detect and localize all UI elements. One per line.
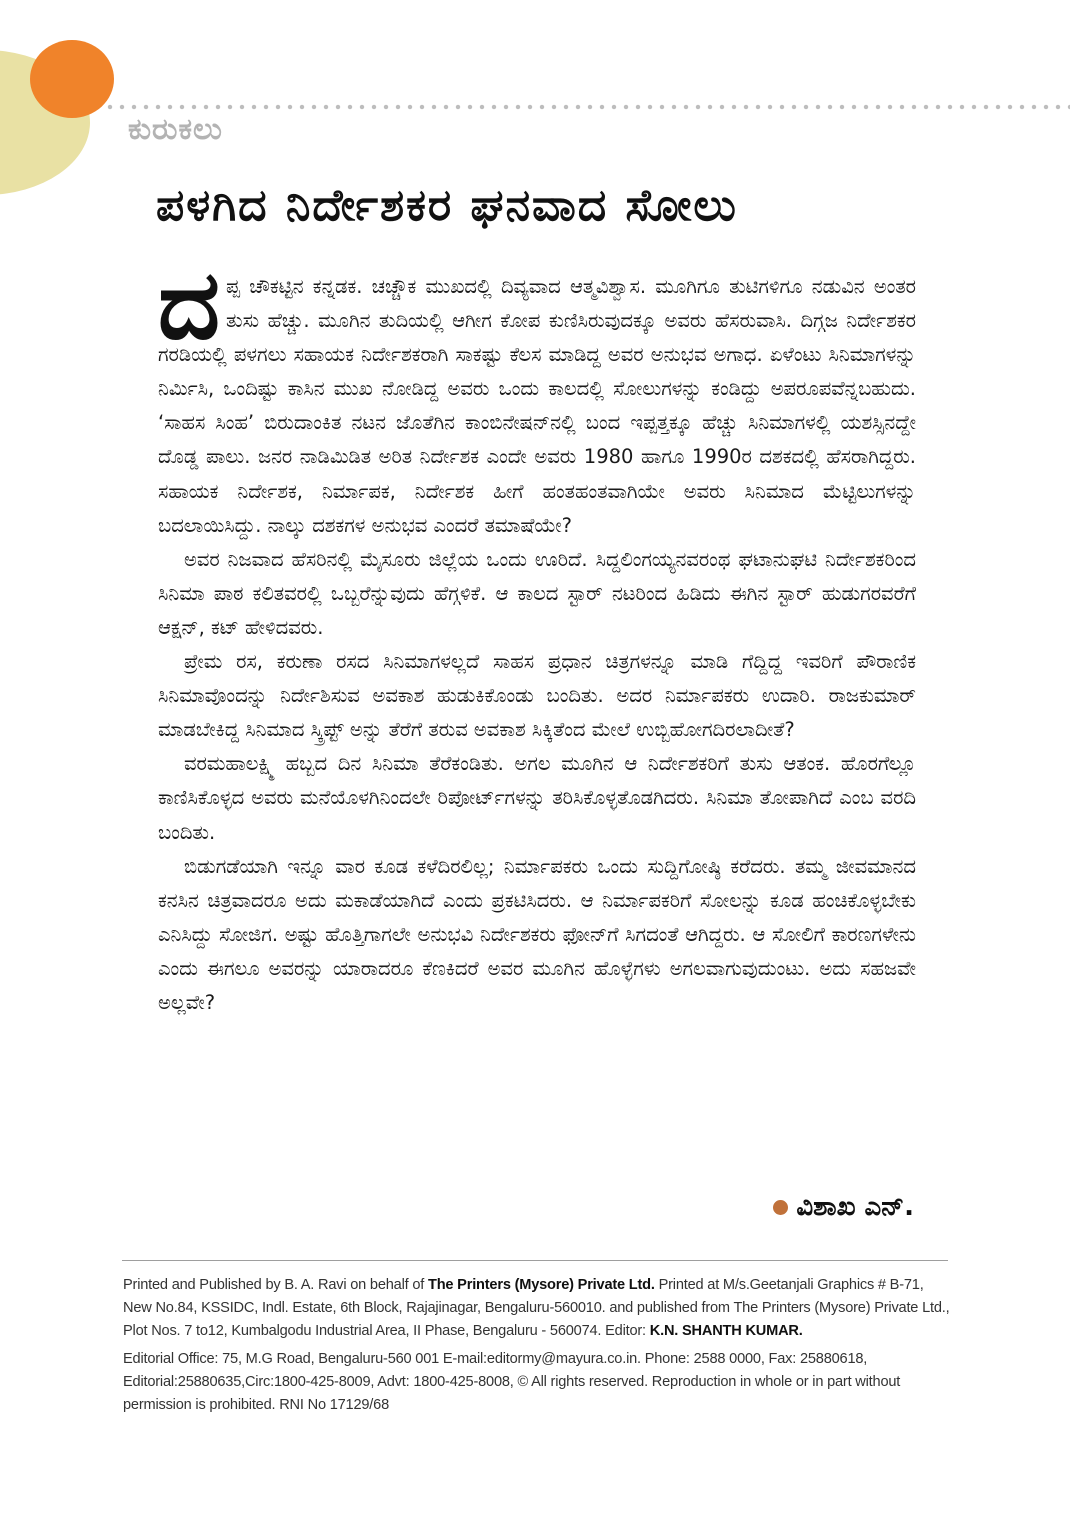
drop-cap: ದ — [158, 249, 221, 361]
article-title: ಪಳಗಿದ ನಿರ್ದೇಶಕರ ಘನವಾದ ಸೋಲು — [156, 180, 738, 231]
paragraph: ದಪ್ಪ ಚೌಕಟ್ಟಿನ ಕನ್ನಡಕ. ಚಚ್ಚೌಕ ಮುಖದಲ್ಲಿ ದಿವ್ಯವಾದ ಆತ್ಮವಿಶ್ವಾಸ. ಮೂಗಿಗೂ ತುಟಿಗಳಿಗೂ ನಡುವಿನ ಅಂತರ ತುಸು ಹೆಚ್ಚು. ಮೂಗಿನ ತುದಿಯಲ್ಲಿ ಆಗೀಗ ಕೋಪ ಕುಣಿಸಿರುವುದಕ್ಕೂ ಅವರು ಹೆಸರುವಾಸಿ. ದಿಗ್ಗಜ ನಿರ್ದೇಶಕರ ಗರಡಿಯಲ್ಲಿ ಪಳಗಲು ಸಹಾಯಕ ನಿರ್ದೇಶಕರಾಗಿ ಸಾಕಷ್ಟು ಕೆಲಸ ಮಾಡಿದ್ದ ಅವರ ಅನುಭವ ಅಗಾಧ. ಏಳೆಂಟು ಸಿನಿಮಾಗಳನ್ನು ನಿರ್ಮಿಸಿ, ಒಂದಿಷ್ಟು ಕಾಸಿನ ಮುಖ ನೋಡಿದ್ದ ಅವರು ಒಂದು ಕಾಲದಲ್ಲಿ ಸೋಲುಗಳನ್ನು ಕಂಡಿದ್ದು ಅಪರೂಪವೆನ್ನಬಹುದು. ‘ಸಾಹಸ ಸಿಂಹ’ ಬಿರುದಾಂಕಿತ ನಟನ ಜೊತೆಗಿನ ಕಾಂಬಿನೇಷನ್‌ನಲ್ಲಿ ಬಂದ ಇಪ್ಪತ್ತಕ್ಕೂ ಹೆಚ್ಚು ಸಿನಿಮಾಗಳಲ್ಲಿ ಯಶಸ್ಸಿನದ್ದೇ ದೊಡ್ಡ ಪಾಲು. ಜನರ ನಾಡಿಮಿಡಿತ ಅರಿತ ನಿರ್ದೇಶಕ ಎಂದೇ ಅವರು 1980 ಹಾಗೂ 1990ರ ದಶಕದಲ್ಲಿ ಹೆಸರಾಗಿದ್ದರು. ಸಹಾಯಕ ನಿರ್ದೇಶಕ, ನಿರ್ಮಾಪಕ, ನಿರ್ದೇಶಕ ಹೀಗೆ ಹಂತಹಂತವಾಗಿಯೇ ಅವರು ಸಿನಿಮಾದ ಮೆಟ್ಟಿಲುಗಳನ್ನು ಬದಲಾಯಿಸಿದ್ದು. ನಾಲ್ಕು ದಶಕಗಳ ಅನುಭವ ಎಂದರೆ ತಮಾಷೆಯೇ? — [158, 249, 916, 537]
paragraph: ಅವರ ನಿಜವಾದ ಹೆಸರಿನಲ್ಲಿ ಮೈಸೂರು ಜಿಲ್ಲೆಯ ಒಂದು ಊರಿದೆ. ಸಿದ್ದಲಿಂಗಯ್ಯನವರಂಥ ಘಟಾನುಘಟಿ ನಿರ್ದೇಶಕರಿಂದ ಸಿನಿಮಾ ಪಾಠ ಕಲಿತವರಲ್ಲಿ ಒಬ್ಬರೆನ್ನುವುದು ಹೆಗ್ಗಳಿಕೆ. ಆ ಕಾಲದ ಸ್ಟಾರ್ ನಟರಿಂದ ಹಿಡಿದು ಈಗಿನ ಸ್ಟಾರ್ ಹುಡುಗರವರೆಗೆ ಆಕ್ಷನ್, ಕಟ್ ಹೇಳಿದವರು. — [158, 547, 916, 639]
paragraph: ಬಿಡುಗಡೆಯಾಗಿ ಇನ್ನೂ ವಾರ ಕೂಡ ಕಳೆದಿರಲಿಲ್ಲ; ನಿರ್ಮಾಪಕರು ಒಂದು ಸುದ್ದಿಗೋಷ್ಠಿ ಕರೆದರು. ತಮ್ಮ ಜೀವಮಾನದ ಕನಸಿನ ಚಿತ್ರವಾದರೂ ಅದು ಮಕಾಡೆಯಾಗಿದೆ ಎಂದು ಪ್ರಕಟಿಸಿದರು. ಆ ನಿರ್ಮಾಪಕರಿಗೆ ಸೋಲನ್ನು ಕೂಡ ಹಂಚಿಕೊಳ್ಳಬೇಕು ಎನಿಸಿದ್ದು ಸೋಜಿಗ. ಅಷ್ಟು ಹೊತ್ತಿಗಾಗಲೇ ಅನುಭವಿ ನಿರ್ದೇಶಕರು ಫೋನ್‌ಗೆ ಸಿಗದಂತೆ ಆಗಿದ್ದರು. ಆ ಸೋಲಿಗೆ ಕಾರಣಗಳೇನು ಎಂದು ಈಗಲೂ ಅವರನ್ನು ಯಾರಾದರೂ ಕೆಣಕಿದರೆ ಅವರ ಮೂಗಿನ ಹೊಳ್ಳೆಗಳು ಅಗಲವಾಗುವುದುಂಟು. ಅದು ಸಹಜವೇ ಅಲ್ಲವೇ? — [158, 854, 916, 1014]
imprint — [123, 1274, 953, 1417]
imprint-publisher: Printed and Published by B. A. Ravi on behalf of The Printers (Mysore) Private Ltd. Printed at M/s.Geetanjali Graphics # B-71, New No.84, KSSIDC, Indl. Estate, 6th Block, Rajajinagar, Bengaluru-560010. and published from The Printers (Mysore) Private Ltd., Plot Nos. 7 to12, Kumbalgodu Industrial Area, II Phase, Bengaluru - 560074. Editor: K.N. SHANTH KUMAR. — [123, 1277, 950, 1339]
author-byline — [773, 1192, 914, 1223]
footer-rule — [122, 1260, 948, 1261]
article-body — [158, 249, 916, 1020]
bullet-icon — [773, 1200, 788, 1215]
author-name: ವಿಶಾಖ ಎನ್. — [796, 1192, 914, 1222]
paragraph: ಪ್ರೇಮ ರಸ, ಕರುಣಾ ರಸದ ಸಿನಿಮಾಗಳಲ್ಲದೆ ಸಾಹಸ ಪ್ರಧಾನ ಚಿತ್ರಗಳನ್ನೂ ಮಾಡಿ ಗೆದ್ದಿದ್ದ ಇವರಿಗೆ ಪೌರಾಣಿಕ ಸಿನಿಮಾವೊಂದನ್ನು ನಿರ್ದೇಶಿಸುವ ಅವಕಾಶ ಹುಡುಕಿಕೊಂಡು ಬಂದಿತು. ಅದರ ನಿರ್ಮಾಪಕರು ಉದಾರಿ. ರಾಜಕುಮಾರ್ ಮಾಡಬೇಕಿದ್ದ ಸಿನಿಮಾದ ಸ್ಕ್ರಿಪ್ಟ್ ಅನ್ನು ತೆರೆಗೆ ತರುವ ಅವಕಾಶ ಸಿಕ್ಕಿತೆಂದ ಮೇಲೆ ಉಬ್ಬಿಹೋಗದಿರಲಾದೀತೆ? — [158, 650, 916, 742]
dotted-divider — [104, 104, 1070, 110]
imprint-office: Editorial Office: 75, M.G Road, Bengaluru-560 001 E-mail:editormy@mayura.co.in. Phone: 2588 0000, Fax: 25880618, Editorial:25880635,Circ:1800-425-8009, Advt: 1800-425-8008, © All rights reserved. Reproduction in whole or in part without permission is prohibited. RNI No 17129/68 — [123, 1351, 901, 1413]
paragraph: ವರಮಹಾಲಕ್ಷ್ಮಿ ಹಬ್ಬದ ದಿನ ಸಿನಿಮಾ ತೆರೆಕಂಡಿತು. ಅಗಲ ಮೂಗಿನ ಆ ನಿರ್ದೇಶಕರಿಗೆ ತುಸು ಆತಂಕ. ಹೊರಗೆಲ್ಲೂ ಕಾಣಿಸಿಕೊಳ್ಳದ ಅವರು ಮನೆಯೊಳಗಿನಿಂದಲೇ ರಿಪೋರ್ಟ್‌ಗಳನ್ನು ತರಿಸಿಕೊಳ್ಳತೊಡಗಿದರು. ಸಿನಿಮಾ ತೋಪಾಗಿದೆ ಎಂಬ ವರದಿ ಬಂದಿತು. — [158, 752, 916, 844]
section-label: ಕುರುಕಲು — [128, 112, 223, 147]
decorative-orange-circle — [30, 40, 114, 118]
